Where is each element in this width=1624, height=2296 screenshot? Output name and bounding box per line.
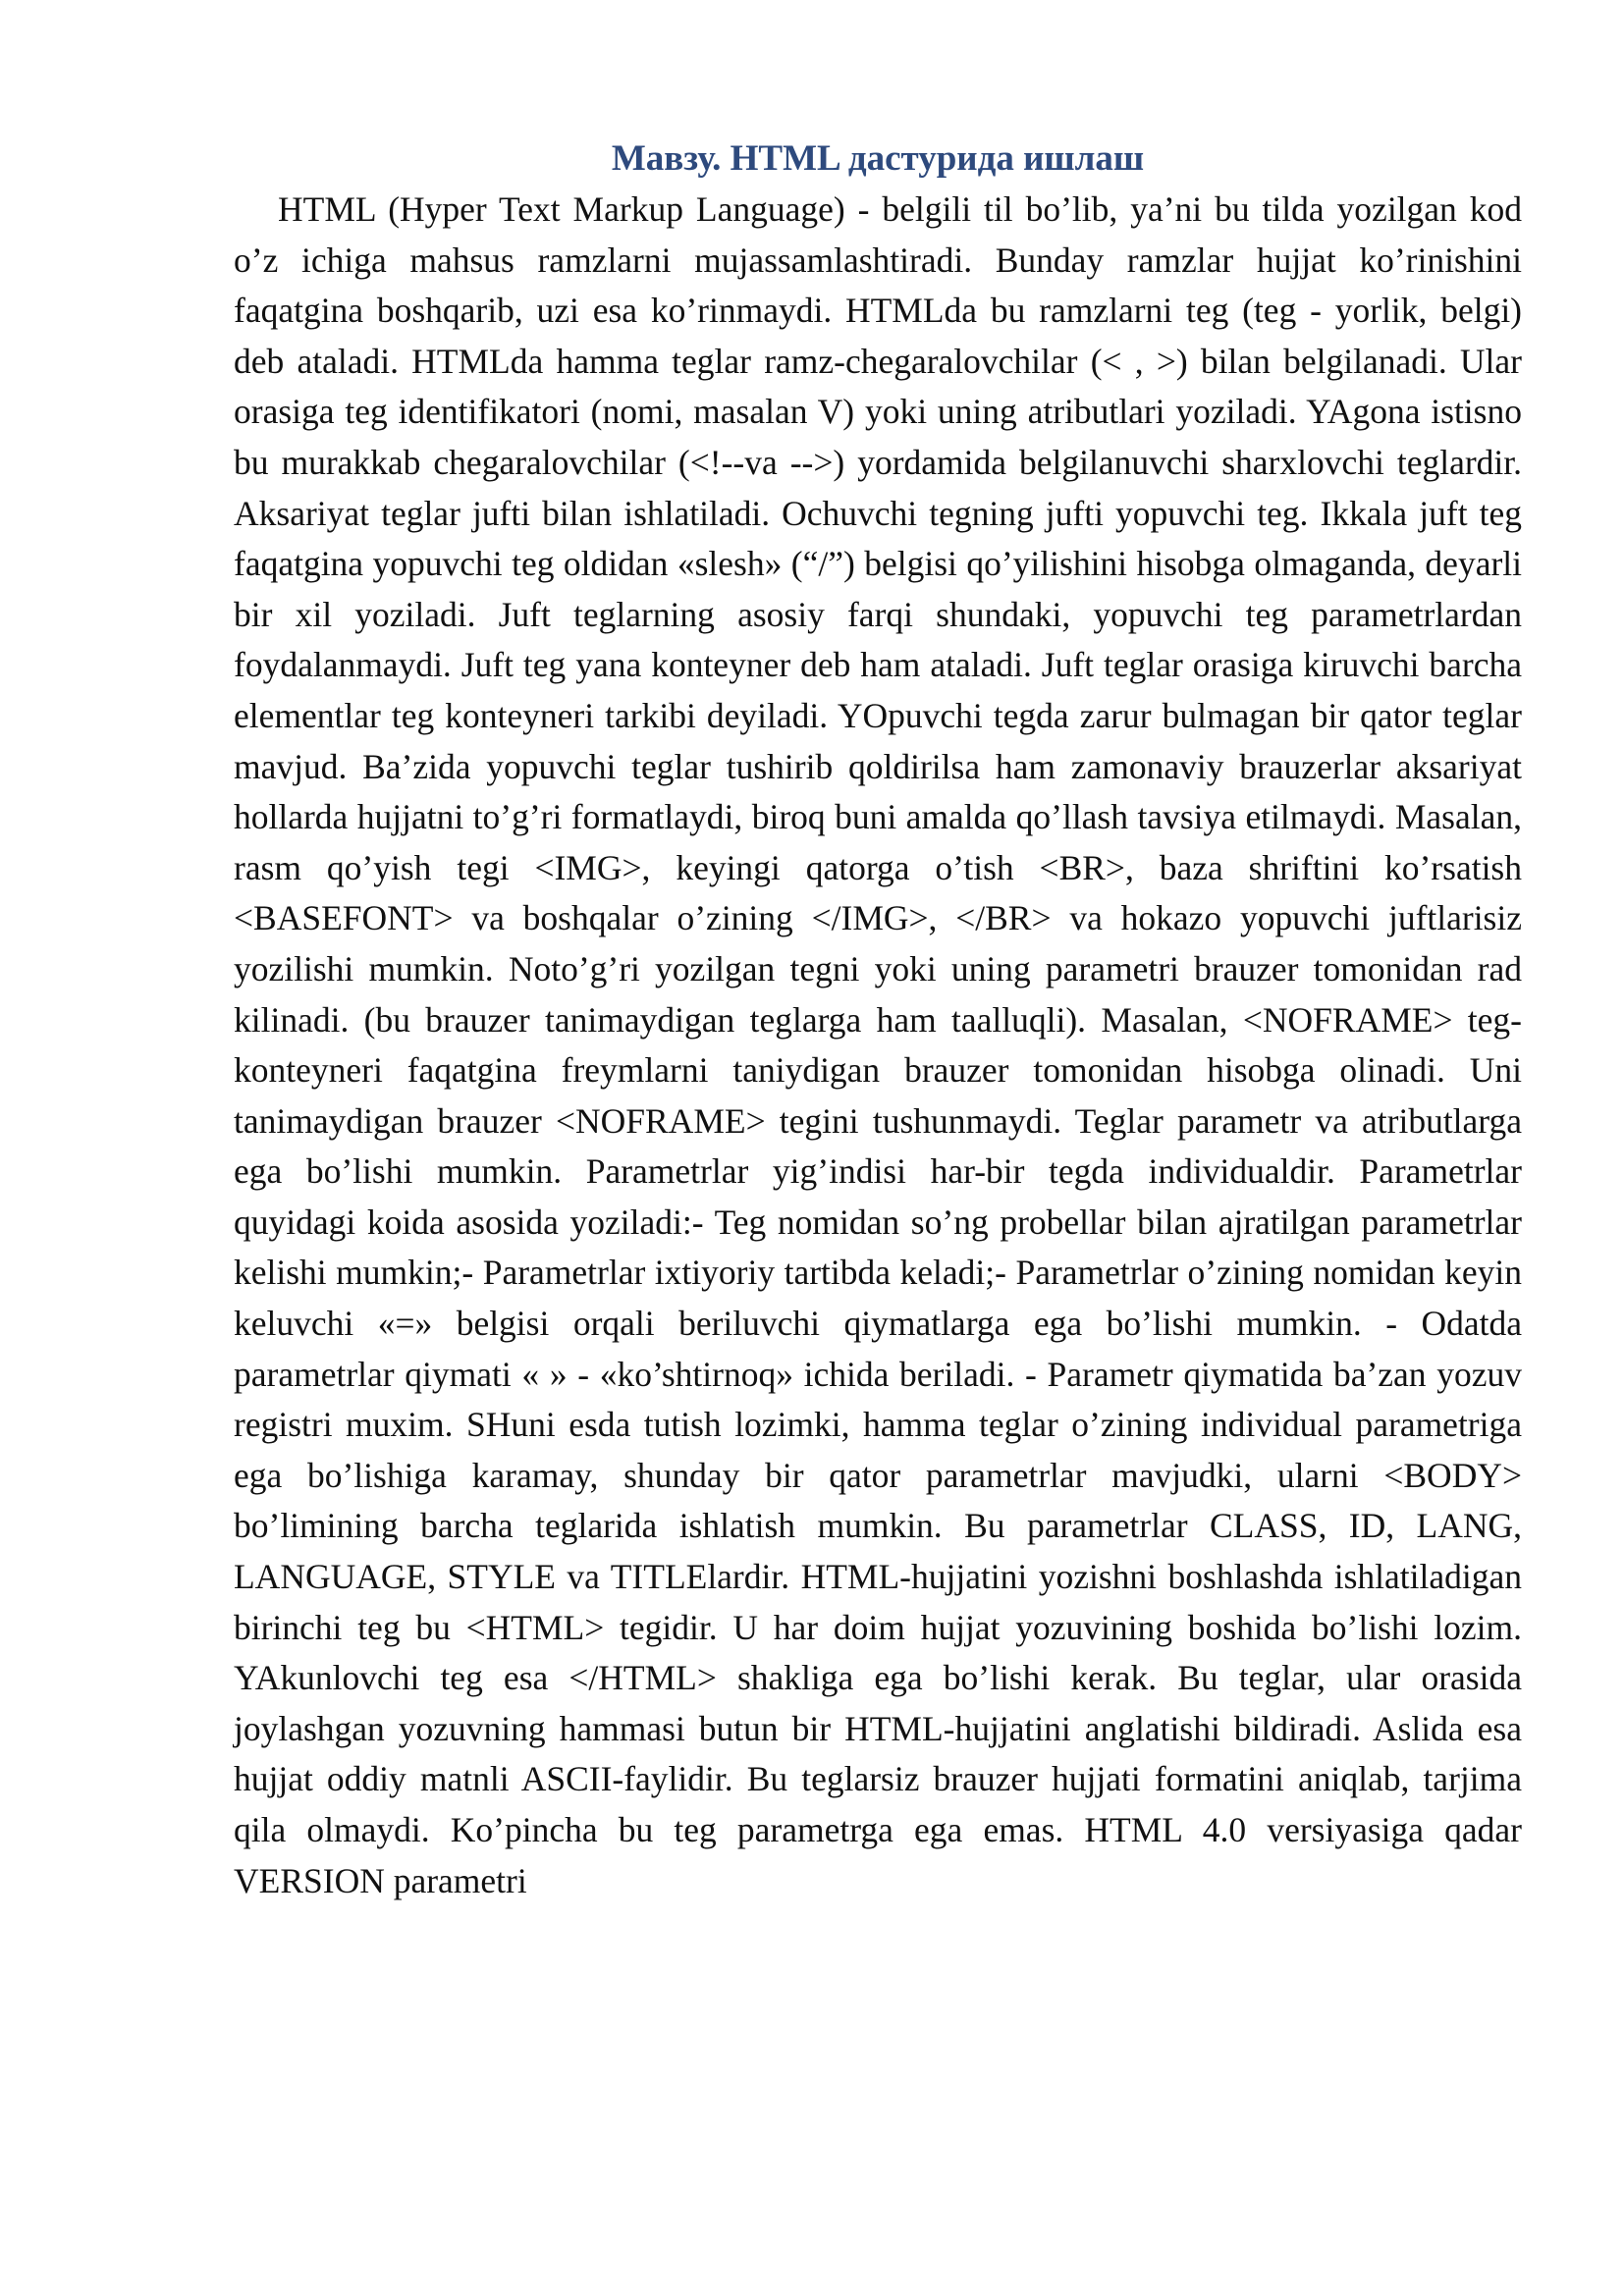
document-page	[234, 137, 1522, 1906]
page-title: Мавзу. HTML дастурида ишлаш	[611, 138, 1145, 179]
body-paragraph: HTML (Hyper Text Markup Language) - belgili til bo’lib, ya’ni bu tilda yozilgan kod o’z ichiga mahsus ramzlarni mujassamlashtiradi. Bunday ramzlar hujjat ko’rinishini faqatgina boshqarib, uzi esa ko’rinmaydi. HTMLda bu ramzlarni teg (teg - yorlik, belgi) deb ataladi. HTMLda hamma teglar ramz-chegaralovchilar (< , >) bilan belgilanadi. Ular orasiga teg identifikatori (nomi, masalan V) yoki uning atributlari yoziladi. YAgona istisno bu murakkab chegaralovchilar (<!--va -->) yordamida belgilanuvchi sharxlovchi teglardir. Aksariyat teglar jufti bilan ishlatiladi. Ochuvchi tegning jufti yopuvchi teg. Ikkala juft teg faqatgina yopuvchi teg oldidan «slesh» (“/”) belgisi qo’yilishini hisobga olmaganda, deyarli bir xil yoziladi. Juft teglarning asosiy farqi shundaki, yopuvchi teg parametrlardan foydalanmaydi. Juft teg yana konteyner deb ham ataladi. Juft teglar orasiga kiruvchi barcha elementlar teg konteyneri tarkibi deyiladi. YOpuvchi tegda zarur bulmagan bir qator teglar mavjud. Ba’zida yopuvchi teglar tushirib qoldirilsa ham zamonaviy brauzerlar aksariyat hollarda hujjatni to’g’ri formatlaydi, biroq buni amalda qo’llash tavsiya etilmaydi. Masalan, rasm qo’yish tegi <IMG>, keyingi qatorga o’tish <BR>, baza shriftini ko’rsatish <BASEFONT> va boshqalar o’zining </IMG>, </BR> va hokazo yopuvchi juftlarisiz yozilishi mumkin. Noto’g’ri yozilgan tegni yoki uning parametri brauzer tomonidan rad kilinadi. (bu brauzer tanimaydigan teglarga ham taalluqli). Masalan, <NOFRAME> teg-konteyneri faqatgina freymlarni taniydigan brauzer tomonidan hisobga olinadi. Uni tanimaydigan brauzer <NOFRAME> tegini tushunmaydi. Teglar parametr va atributlarga ega bo’lishi mumkin. Parametrlar yig’indisi har-bir tegda individualdir. Parametrlar quyidagi koida asosida yoziladi:- Teg nomidan so’ng probellar bilan ajratilgan parametrlar kelishi mumkin;- Parametrlar ixtiyoriy tartibda keladi;- Parametrlar o’zining nomidan keyin keluvchi «=» belgisi orqali beriluvchi qiymatlarga ega bo’lishi mumkin. - Odatda parametrlar qiymati « » - «ko’shtirnoq» ichida beriladi. - Parametr qiymatida ba’zan yozuv registri muxim. SHuni esda tutish lozimki, hamma teglar o’zining individual parametriga ega bo’lishiga karamay, shunday bir qator parametrlar mavjudki, ularni <BODY> bo’limining barcha teglarida ishlatish mumkin. Bu parametrlar CLASS, ID, LANG, LANGUAGE, STYLE va TITLElardir. HTML-hujjatini yozishni boshlashda ishlatiladigan birinchi teg bu <HTML> tegidir. U har doim hujjat yozuvining boshida bo’lishi lozim. YAkunlovchi teg esa </HTML> shakliga ega bo’lishi kerak. Bu teglar, ular orasida joylashgan yozuvning hammasi butun bir HTML-hujjatini anglatishi bildiradi. Aslida esa hujjat oddiy matnli ASCII-faylidir. Bu teglarsiz brauzer hujjati formatini aniqlab, tarjima qila olmaydi. Ko’pincha bu teg parametrga ega emas. HTML 4.0 versiyasiga qadar VERSION parametri	[234, 189, 1522, 1900]
